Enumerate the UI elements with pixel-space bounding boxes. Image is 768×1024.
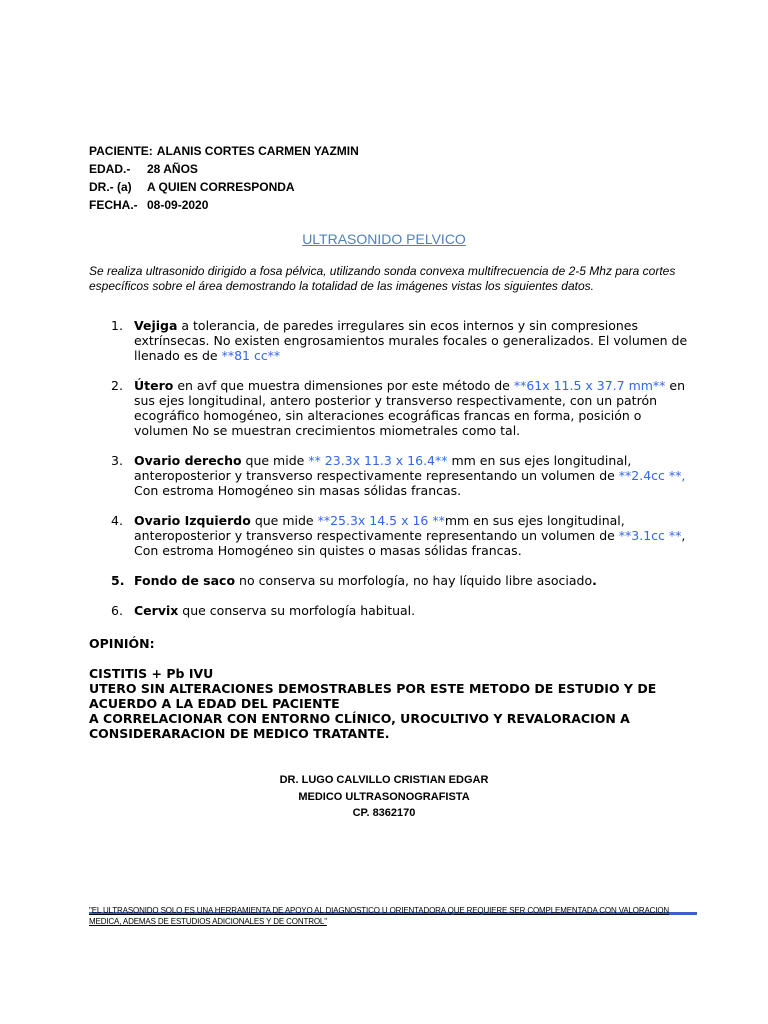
finding-text: que conserva su morfología habitual. [178, 603, 416, 618]
finding-number: 6. [111, 603, 123, 618]
conclusion-line: UTERO SIN ALTERACIONES DEMOSTRABLES POR ESTE METODO DE ESTUDIO Y DE ACUERDO A LA EDAD DEL PACIENTE [89, 681, 657, 711]
finding-term: Ovario Izquierdo [134, 513, 251, 528]
finding-value: **61x 11.5 x 37.7 mm** [513, 378, 666, 393]
date-row [89, 196, 359, 214]
doctor-label: DR.- (a) [89, 180, 132, 194]
finding-number: 5. [111, 573, 125, 588]
report-title: ULTRASONIDO PELVICO [302, 231, 466, 247]
disclaimer-note: "EL ULTRASONIDO SOLO ES UNA HERRAMIENTA DE APOYO AL DIAGNOSTICO U ORIENTADORA QUE REQUIERE SER COMPLEMENTADA CON VALORACION MEDICA, ADEMAS DE ESTUDIOS ADICIONALES Y DE CONTROL" [89, 906, 670, 926]
finding-number: 1. [111, 318, 123, 333]
conclusion-line: CISTITIS + Pb IVU [89, 666, 214, 681]
finding-text: mm en sus ejes longitudinal, anteroposterior y transverso respectivamente representando un volumen de [134, 513, 625, 543]
finding-text: no conserva su morfología, no hay líquido libre asociado [235, 573, 593, 588]
doctor-name: A QUIEN CORRESPONDA [147, 180, 295, 194]
finding-text: en avf que muestra dimensiones por este método de [173, 378, 514, 393]
opinion-heading: OPINIÓN: [89, 636, 155, 651]
finding-text: Con estroma Homogéneo sin masas sólidas francas. [134, 483, 462, 498]
patient-name: ALANIS CORTES CARMEN YAZMIN [156, 144, 359, 158]
patient-name-row [89, 142, 359, 160]
patient-age-row [89, 160, 359, 178]
finding-value: **2.4cc **, [618, 468, 686, 483]
finding-term: Vejiga [134, 318, 178, 333]
finding-value: ** 23.3x 11.3 x 16.4** [308, 453, 448, 468]
findings-list [89, 318, 699, 633]
finding-text: , Con estroma Homogéneo sin quistes o masas sólidas francas. [134, 528, 686, 558]
finding-item-right-ovary [89, 453, 699, 498]
signature-block [0, 772, 768, 822]
finding-item-left-ovary [89, 513, 699, 558]
finding-value: **3.1cc ** [618, 528, 682, 543]
finding-item-cervix [89, 603, 699, 618]
conclusion-line: A CORRELACIONAR CON ENTORNO CLÍNICO, UROCULTIVO Y REVALORACION A CONSIDERARACION DE MEDICO TRATANTE. [89, 711, 630, 741]
patient-age-label: EDAD.- [89, 162, 131, 176]
finding-value: **81 cc** [221, 348, 281, 363]
report-date: 08-09-2020 [147, 198, 209, 212]
finding-term: Fondo de saco [134, 573, 236, 588]
finding-term: Útero [134, 378, 174, 393]
physician-role: MEDICO ULTRASONOGRAFISTA [298, 790, 470, 803]
patient-header [89, 142, 359, 214]
finding-term: Cervix [134, 603, 179, 618]
doctor-row [89, 178, 359, 196]
physician-name: DR. LUGO CALVILLO CRISTIAN EDGAR [279, 774, 489, 786]
finding-text: que mide [250, 513, 318, 528]
date-label: FECHA.- [89, 198, 138, 212]
finding-number: 3. [111, 453, 123, 468]
patient-age: 28 AÑOS [147, 162, 198, 176]
finding-text: a tolerancia, de paredes irregulares sin ecos internos y sin compresiones extrínsecas. No existen engrosamientos murales focales o generalizados. El volumen de llenado es de [134, 318, 688, 363]
finding-item-cul-de-sac [89, 573, 699, 588]
finding-text: que mide [241, 453, 309, 468]
finding-value: **25.3x 14.5 x 16 ** [317, 513, 445, 528]
finding-item-uterus [89, 378, 699, 438]
conclusion-block [89, 666, 689, 741]
patient-name-label: PACIENTE: [89, 144, 153, 158]
physician-license: CP. 8362170 [352, 807, 416, 819]
finding-text: mm en sus ejes longitudinal, anteroposterior y transverso respectivamente representando un volumen de [134, 453, 632, 483]
finding-term: Ovario derecho [134, 453, 242, 468]
intro-paragraph: Se realiza ultrasonido dirigido a fosa pélvica, utilizando sonda convexa multifrecuencia de 2-5 Mhz para cortes específicos sobre el área demostrando la totalidad de las imágenes vistas los siguientes datos. [89, 264, 676, 293]
finding-number: 2. [111, 378, 123, 393]
finding-item-bladder [89, 318, 699, 363]
finding-text: en sus ejes longitudinal, antero posterior y transverso respectivamente, con un patrón ecográfico homogéneo, sin alteraciones ecográficas francas en forma, posición o volumen No se muestran crecimientos miometrales como tal. [134, 378, 686, 438]
finding-period: . [592, 573, 597, 588]
finding-number: 4. [111, 513, 123, 528]
